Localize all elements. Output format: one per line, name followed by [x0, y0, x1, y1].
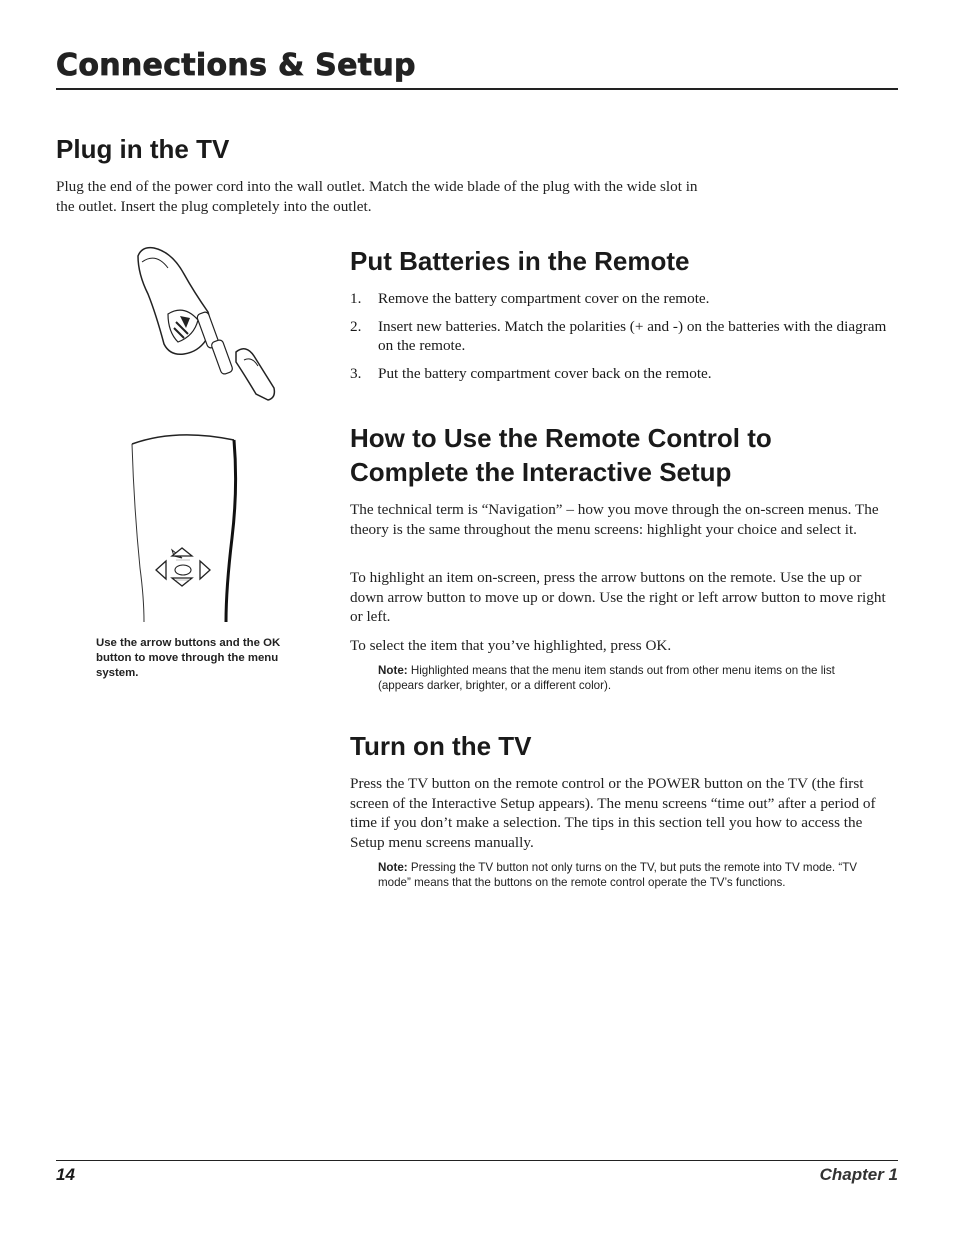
step-number: 3.: [350, 364, 362, 382]
list-item: [350, 317, 895, 356]
plug-heading: Plug in the TV: [56, 134, 230, 164]
step-text: Remove the battery compartment cover on the remote.: [378, 290, 710, 307]
step-number: 2.: [350, 317, 362, 335]
footer-rule: [56, 1160, 898, 1161]
header-rule: [56, 88, 898, 90]
list-item: [350, 289, 895, 309]
illustration-caption: Use the arrow buttons and the OK button to move through the menu system.: [96, 637, 281, 679]
turnon-note: [378, 861, 878, 890]
remote-arrow-buttons-illustration: [126, 428, 242, 624]
howto-para2: To highlight an item on-screen, press the arrow buttons on the remote. Use the up or down arrow button to move up or down. Use the right or left arrow button to move right or left.: [350, 569, 886, 626]
howto-heading-line1: How to Use the Remote Control to: [350, 423, 772, 453]
note-text: Pressing the TV button not only turns on the TV, but puts the remote into TV mode. “TV mode” means that the buttons on the remote control operate the TV’s functions.: [378, 861, 858, 889]
howto-para3: To select the item that you’ve highlighted, press OK.: [350, 637, 672, 654]
note-label: Note:: [378, 861, 408, 874]
turnon-heading: Turn on the TV: [350, 731, 532, 761]
step-text: Put the battery compartment cover back on the remote.: [378, 364, 712, 382]
plug-body: Plug the end of the power cord into the wall outlet. Match the wide blade of the plug with the wide slot in the outlet. Insert the plug completely into the outlet.: [56, 178, 698, 215]
howto-heading: [350, 421, 910, 489]
howto-para1: The technical term is “Navigation” – how you move through the on-screen menus. The theory is the same throughout the menu screens: highlight your choice and select it.: [350, 501, 879, 538]
batteries-steps: [350, 289, 895, 391]
step-text: Insert new batteries. Match the polarities (+ and -) on the batteries with the diagram on the remote.: [378, 317, 887, 355]
page-number: 14: [56, 1165, 75, 1184]
batteries-heading: Put Batteries in the Remote: [350, 246, 690, 276]
turnon-para: Press the TV button on the remote control or the POWER button on the TV (the first screen of the Interactive Setup appears). The menu screens “time out” after a period of time if you don’t make a selection. The tips in this section tell you how to access the Setup menu screens manually.: [350, 775, 876, 851]
howto-heading-line2: Complete the Interactive Setup: [350, 457, 732, 487]
note-text: Highlighted means that the menu item stands out from other menu items on the list (appears darker, brighter, or a different color).: [378, 664, 835, 692]
howto-note: [378, 664, 878, 693]
step-number: 1.: [350, 290, 362, 307]
list-item: [350, 364, 895, 384]
note-label: Note:: [378, 664, 408, 677]
remote-battery-illustration: [128, 244, 284, 404]
page-header-title: Connections & Setup: [56, 48, 416, 83]
chapter-label: Chapter 1: [819, 1165, 898, 1184]
